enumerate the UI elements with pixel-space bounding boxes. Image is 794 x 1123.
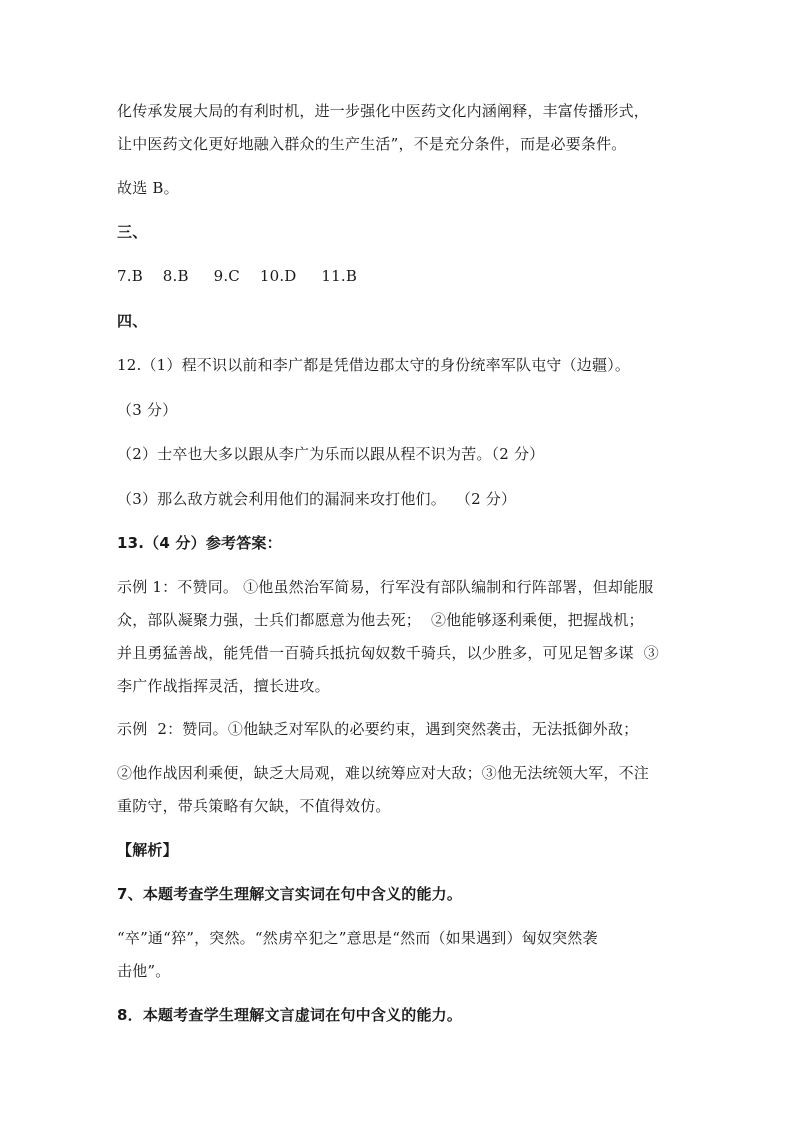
answers-7-11: 7.B 8.B 9.C 10.D 11.B (117, 267, 358, 285)
answer-12-1-score: （3 分） (117, 401, 178, 419)
example-1-line-2: 众，部队凝聚力强，士兵们都愿意为他去死； ②他能够逐利乘便，把握战机； (117, 611, 644, 629)
example-1-line-4: 李广作战指挥灵活，擅长进攻。 (117, 677, 330, 695)
analysis-7-heading: 7、本题考查学生理解文言实词在句中含义的能力。 (117, 885, 463, 903)
text-line-1: 化传承发展大局的有利时机，进一步强化中医药文化内涵阐释，丰富传播形式， (117, 102, 650, 120)
example-1-line-1: 示例 1：不赞同。 ①他虽然治军简易，行军没有部队编制和行阵部署，但却能服 (117, 578, 654, 596)
example-1-line-3: 并且勇猛善战，能凭借一百骑兵抵抗匈奴数千骑兵，以少胜多，可见足智多谋 ③ (117, 644, 659, 662)
answer-12-1: 12.（1）程不识以前和李广都是凭借边郡太守的身份统率军队屯守（边疆）。 (117, 356, 631, 374)
answer-12-3: （3）那么敌方就会利用他们的漏洞来攻打他们。 （2 分） (117, 490, 517, 508)
analysis-heading: 【解析】 (117, 841, 178, 859)
text-line-3: 故选 B。 (117, 179, 179, 197)
example-2-line-3: 重防守，带兵策略有欠缺，不值得效仿。 (117, 797, 391, 815)
analysis-7-line-1: “卒”通“猝”，突然。“然虏卒犯之”意思是“然而（如果遇到）匈奴突然袭 (117, 929, 598, 947)
section-heading-3: 三、 (117, 223, 148, 241)
text-line-2: 让中医药文化更好地融入群众的生产生活”，不是充分条件，而是必要条件。 (117, 135, 627, 153)
example-2-line-2: ②他作战因利乘便，缺乏大局观，难以统筹应对大敌；③他无法统领大军，不注 (117, 764, 650, 782)
analysis-8-heading: 8．本题考查学生理解文言虚词在句中含义的能力。 (117, 1006, 463, 1024)
question-13-heading: 13.（4 分）参考答案： (117, 534, 282, 552)
answer-12-2: （2）士卒也大多以跟从李广为乐而以跟从程不识为苦。（2 分） (117, 445, 545, 463)
example-2-line-1: 示例 2：赞同。①他缺乏对军队的必要约束，遇到突然袭击，无法抵御外敌； (117, 720, 639, 738)
section-heading-4: 四、 (117, 312, 148, 330)
analysis-7-line-2: 击他”。 (117, 962, 171, 980)
